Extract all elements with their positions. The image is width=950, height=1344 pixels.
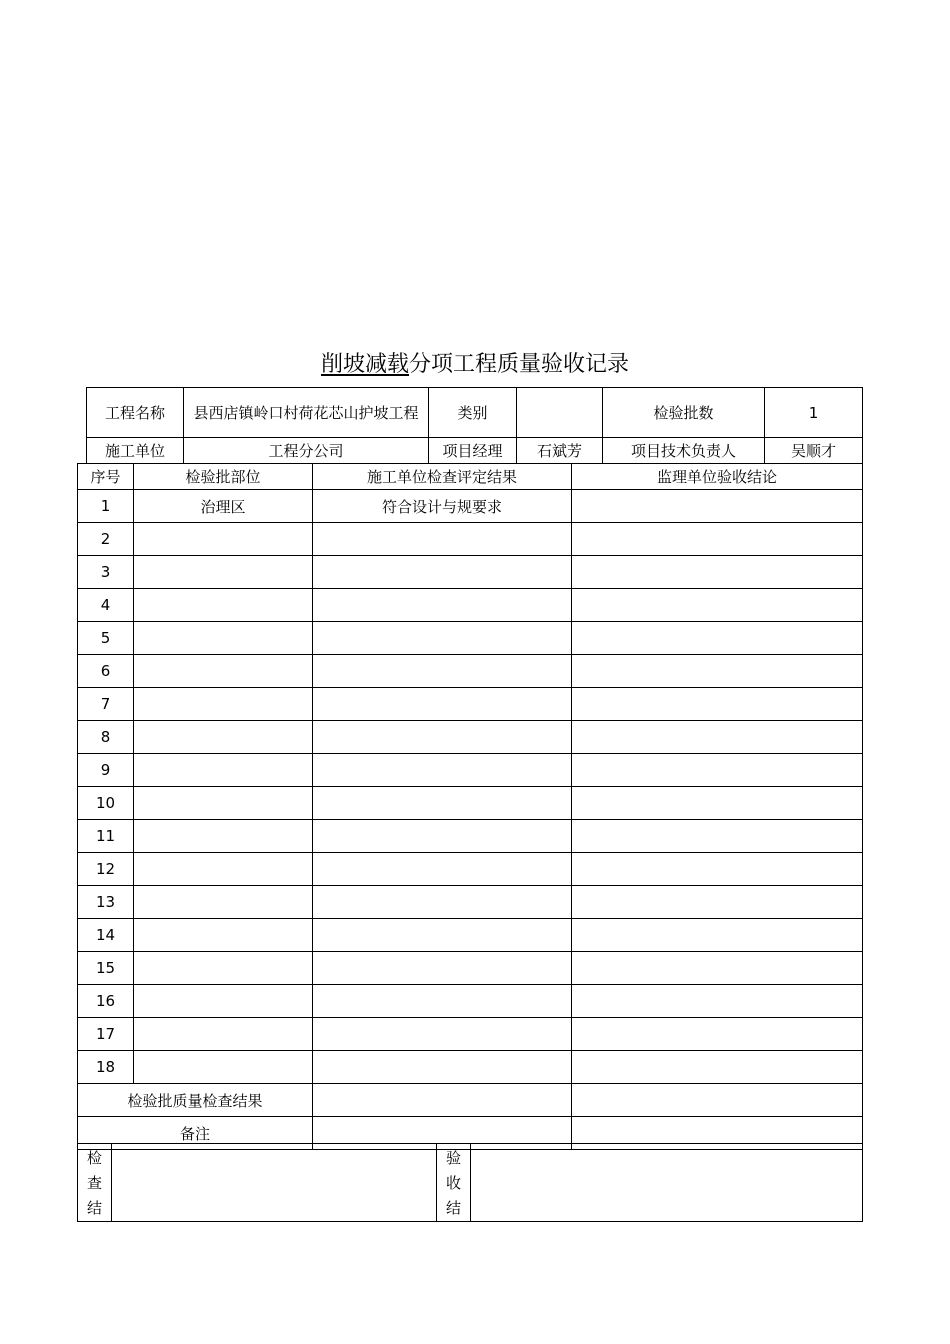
- row-conclusion: [572, 952, 863, 985]
- row-result: [313, 721, 572, 754]
- row-conclusion: [572, 919, 863, 952]
- row-part: [134, 721, 313, 754]
- tech-lead-label: 项目技术负责人: [603, 438, 765, 464]
- row-part: [134, 589, 313, 622]
- row-seq: 16: [78, 985, 134, 1018]
- row-result: [313, 919, 572, 952]
- table-row: [78, 1018, 863, 1051]
- table-row: [78, 985, 863, 1018]
- col-contractor-result-header: 施工单位检查评定结果: [313, 464, 572, 490]
- row-result: [313, 886, 572, 919]
- check-label-char: 查: [86, 1174, 102, 1192]
- row-result: [313, 952, 572, 985]
- table-row: [78, 622, 863, 655]
- inspection-table: [77, 463, 863, 1150]
- category-label: 类别: [429, 388, 517, 438]
- row-conclusion: [572, 754, 863, 787]
- title-underlined: 削坡减载: [320, 352, 409, 377]
- table-row: [78, 688, 863, 721]
- row-result: [313, 556, 572, 589]
- row-conclusion: [572, 985, 863, 1018]
- contractor-label: 施工单位: [87, 438, 184, 464]
- row-part: [134, 985, 313, 1018]
- row-part: [134, 853, 313, 886]
- pm-label: 项目经理: [429, 438, 517, 464]
- quality-result-supervisor: [572, 1084, 863, 1117]
- row-result: [313, 589, 572, 622]
- row-part: [134, 1018, 313, 1051]
- table-row: [78, 754, 863, 787]
- row-conclusion: [572, 820, 863, 853]
- category-value: [517, 388, 603, 438]
- row-seq: 17: [78, 1018, 134, 1051]
- quality-result-label: 检验批质量检查结果: [78, 1084, 313, 1117]
- row-result: [313, 523, 572, 556]
- table-row: [78, 853, 863, 886]
- row-part: [134, 754, 313, 787]
- row-result: [313, 1018, 572, 1051]
- row-seq: 8: [78, 721, 134, 754]
- pm-value: 石斌芳: [517, 438, 603, 464]
- row-conclusion: [572, 1051, 863, 1084]
- row-result: [313, 1051, 572, 1084]
- row-seq: 14: [78, 919, 134, 952]
- row-seq: 6: [78, 655, 134, 688]
- row-result: [313, 787, 572, 820]
- row-part: [134, 886, 313, 919]
- table-row: [78, 490, 863, 523]
- row-seq: 1: [78, 490, 134, 523]
- table-row: [78, 589, 863, 622]
- accept-conclusion-value: [471, 1144, 863, 1222]
- row-conclusion: [572, 721, 863, 754]
- check-label-char: 检: [86, 1149, 102, 1167]
- quality-result-contractor: [313, 1084, 572, 1117]
- row-result: [313, 754, 572, 787]
- row-result: [313, 688, 572, 721]
- accept-label-char: 收: [445, 1174, 461, 1192]
- table-row: [78, 919, 863, 952]
- row-seq: 10: [78, 787, 134, 820]
- row-conclusion: [572, 589, 863, 622]
- row-seq: 5: [78, 622, 134, 655]
- row-seq: 18: [78, 1051, 134, 1084]
- row-part: [134, 820, 313, 853]
- row-part: [134, 688, 313, 721]
- row-conclusion: [572, 655, 863, 688]
- row-result: [313, 622, 572, 655]
- table-row: [78, 556, 863, 589]
- row-conclusion: [572, 523, 863, 556]
- row-part: [134, 919, 313, 952]
- row-result: [313, 985, 572, 1018]
- row-seq: 3: [78, 556, 134, 589]
- row-part: 治理区: [134, 490, 313, 523]
- row-part: [134, 655, 313, 688]
- row-part: [134, 787, 313, 820]
- row-conclusion: [572, 787, 863, 820]
- row-seq: 4: [78, 589, 134, 622]
- col-supervisor-conclusion-header: 监理单位验收结论: [572, 464, 863, 490]
- row-conclusion: [572, 853, 863, 886]
- row-conclusion: [572, 1018, 863, 1051]
- table-row: [78, 721, 863, 754]
- batch-count-value: 1: [765, 388, 863, 438]
- page-title: [0, 347, 950, 378]
- row-conclusion: [572, 688, 863, 721]
- project-name-label: 工程名称: [87, 388, 184, 438]
- remarks-label: 备注: [78, 1117, 313, 1150]
- signoff-table: [77, 1143, 863, 1222]
- row-conclusion: [572, 556, 863, 589]
- row-result: 符合设计与规要求: [313, 490, 572, 523]
- contractor-value: 工程分公司: [184, 438, 429, 464]
- col-part-header: 检验批部位: [134, 464, 313, 490]
- project-info-table: [86, 387, 863, 464]
- table-row: [78, 886, 863, 919]
- title-rest: 分项工程质量验收记录: [409, 352, 630, 377]
- row-part: [134, 523, 313, 556]
- table-row: [78, 820, 863, 853]
- row-conclusion: [572, 490, 863, 523]
- row-part: [134, 556, 313, 589]
- table-row: [78, 787, 863, 820]
- row-seq: 7: [78, 688, 134, 721]
- table-header-row: [78, 464, 863, 490]
- row-seq: 13: [78, 886, 134, 919]
- accept-label-char: 验: [445, 1149, 461, 1167]
- row-result: [313, 853, 572, 886]
- row-seq: 2: [78, 523, 134, 556]
- check-conclusion-value: [112, 1144, 437, 1222]
- batch-count-label: 检验批数: [603, 388, 765, 438]
- row-seq: 15: [78, 952, 134, 985]
- tech-lead-value: 吴顺才: [765, 438, 863, 464]
- col-seq-header: 序号: [78, 464, 134, 490]
- row-conclusion: [572, 622, 863, 655]
- table-row: [78, 523, 863, 556]
- row-result: [313, 655, 572, 688]
- row-part: [134, 952, 313, 985]
- table-row: [78, 952, 863, 985]
- check-label-char: 结: [86, 1199, 102, 1217]
- row-seq: 12: [78, 853, 134, 886]
- quality-result-row: [78, 1084, 863, 1117]
- project-name-value: 县西店镇岭口村荷花芯山护坡工程: [184, 388, 429, 438]
- table-row: [78, 655, 863, 688]
- row-part: [134, 1051, 313, 1084]
- accept-label-char: 结: [445, 1199, 461, 1217]
- accept-conclusion-label: [437, 1144, 471, 1222]
- row-seq: 11: [78, 820, 134, 853]
- row-result: [313, 820, 572, 853]
- table-row: [78, 1051, 863, 1084]
- row-conclusion: [572, 886, 863, 919]
- row-part: [134, 622, 313, 655]
- row-seq: 9: [78, 754, 134, 787]
- check-conclusion-label: [78, 1144, 112, 1222]
